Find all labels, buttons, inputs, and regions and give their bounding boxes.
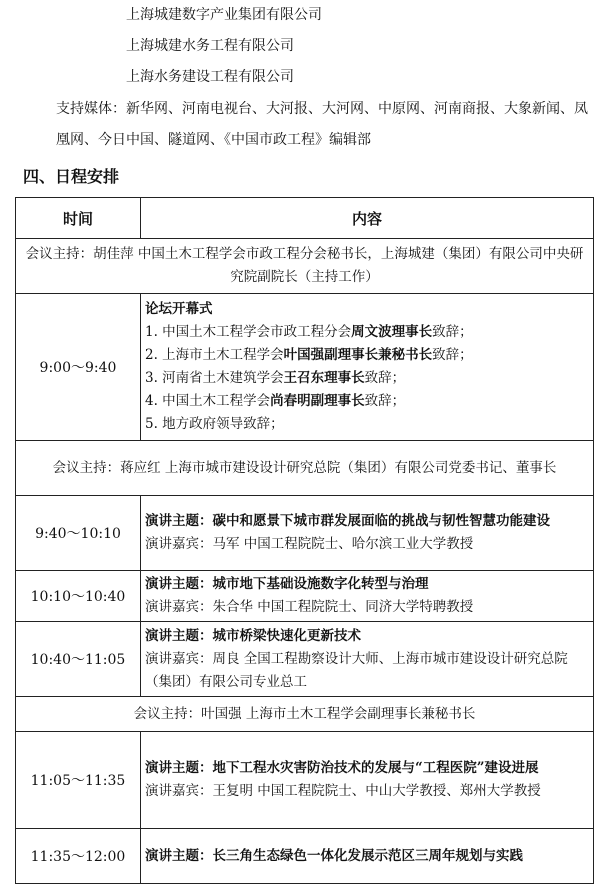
time-cell: 9:40～10:10 [16,496,141,571]
host-text: 会议主持：蒋应红 上海市城市建设设计研究总院（集团）有限公司党委书记、董事长 [16,441,594,496]
talk-topic: 演讲主题：城市地下基础设施数字化转型与治理 [145,576,429,592]
talk-speaker: 演讲嘉宾：王复明 中国工程院院士、中山大学教授、郑州大学教授 [145,783,541,799]
support-media-text: 新华网、河南电视台、大河报、大河网、中原网、河南商报、大象新闻、凤凰网、今日中国、隧道网、《中国市政工程》编辑部 [56,101,588,148]
org-item: 上海水务建设工程有限公司 [126,69,294,85]
talk-topic: 演讲主题：碳中和愿景下城市群发展面临的挑战与韧性智慧功能建设 [145,513,550,529]
opening-line: 4. 中国土木工程学会尚春明副理事长致辞； [145,393,406,409]
content-cell [141,829,594,884]
talk-speaker: 演讲嘉宾：周良 全国工程勘察设计大师、上海市城市建设设计研究总院（集团）有限公司专业总工 [145,650,568,690]
content-cell [141,732,594,829]
org-item: 上海城建水务工程有限公司 [126,38,294,54]
time-cell: 11:35～12:00 [16,829,141,884]
talk-topic: 演讲主题：地下工程水灾害防治技术的发展与“工程医院”建设进展 [145,760,539,776]
talk-topic: 演讲主题：长三角生态绿色一体化发展示范区三周年规划与实践 [145,847,523,864]
time-cell: 10:40～11:05 [16,622,141,697]
talk-speaker: 演讲嘉宾：马军 中国工程院院士、哈尔滨工业大学教授 [145,536,474,552]
opening-title: 论坛开幕式 [145,301,213,317]
content-cell [141,294,594,441]
host-row [16,441,594,496]
time-cell: 11:05～11:35 [16,732,141,829]
support-media-label: 支持媒体： [56,101,126,117]
table-header-row [16,198,594,239]
header-content: 内容 [141,198,594,239]
time-cell: 10:10～10:40 [16,571,141,622]
talk-row [16,732,594,829]
opening-line: 2. 上海市土木工程学会叶国强副理事长兼秘书长致辞； [145,347,473,363]
opening-line: 1. 中国土木工程学会市政工程分会周文波理事长致辞； [145,324,473,340]
header-time: 时间 [16,198,141,239]
talk-row [16,496,594,571]
talk-speaker: 演讲嘉宾：朱合华 中国工程院院士、同济大学特聘教授 [145,599,474,615]
talk-row [16,571,594,622]
time-cell: 9:00～9:40 [16,294,141,441]
host-row [16,239,594,294]
talk-row [16,829,594,884]
organizer-list [126,0,322,93]
support-media [56,94,594,156]
host-text: 会议主持：叶国强 上海市土木工程学会副理事长兼秘书长 [16,697,594,732]
opening-line: 3. 河南省土木建筑学会王召东理事长致辞； [145,370,406,386]
opening-line: 5. 地方政府领导致辞； [145,416,284,432]
content-cell [141,571,594,622]
schedule-table [15,197,594,884]
host-text: 会议主持：胡佳萍 中国土木工程学会市政工程分会秘书长，上海城建（集团）有限公司中央研究院副院长（主持工作） [16,239,594,294]
org-item: 上海城建数字产业集团有限公司 [126,7,322,23]
talk-topic: 演讲主题：城市桥梁快速化更新技术 [145,627,361,644]
content-cell [141,496,594,571]
host-row [16,697,594,732]
content-cell [141,622,594,697]
talk-row [16,622,594,697]
section-title: 四、日程安排 [23,167,120,186]
opening-row [16,294,594,441]
